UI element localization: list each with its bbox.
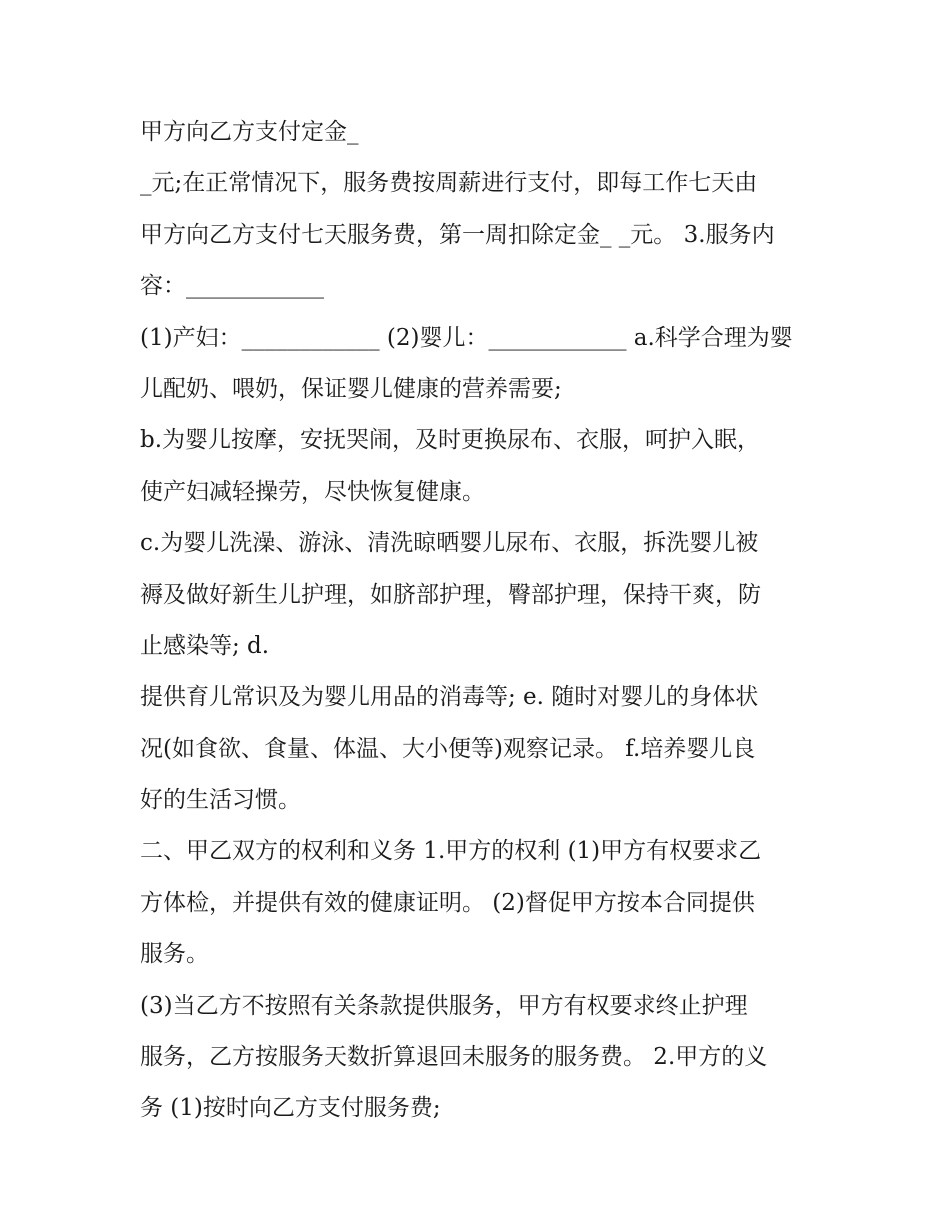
text-line: 甲方向乙方支付定金_ [140,119,359,145]
text-line: 儿配奶、喂奶，保证婴儿健康的营养需要; [140,375,562,402]
text-line: 甲方向乙方支付七天服务费，第一周扣除定金_ _元。 3.服务内 [140,221,775,248]
text-line: 好的生活习惯。 [140,787,301,814]
text-line: 使产妇减轻操劳，尽快恢复健康。 [140,478,485,505]
text-line: 止感染等; d. [140,632,270,659]
paragraph-deposit [140,107,820,158]
paragraph-item-b [140,415,820,518]
text-line: (3)当乙方不按照有关条款提供服务，甲方有权要求终止护理 [140,992,748,1019]
paragraph-payment-terms [140,158,820,312]
text-line: (1)产妇：____________ (2)婴儿：____________ a.科学合理为婴 [140,324,793,351]
text-line: c.为婴儿洗澡、游泳、清洗晾晒婴儿尿布、衣服，拆洗婴儿被 [140,530,759,557]
text-line: 方体检，并提供有效的健康证明。 (2)督促甲方按本合同提供 [140,889,755,916]
paragraph-rights-obligations [140,826,820,980]
paragraph-item-d-e-f [140,672,820,826]
paragraph-service-content [140,313,820,416]
paragraph-termination [140,981,820,1135]
document-body [140,107,820,1135]
text-line: 提供育儿常识及为婴儿用品的消毒等; e. 随时对婴儿的身体状 [140,684,759,711]
text-line: _元;在正常情况下，服务费按周薪进行支付，即每工作七天由 [140,170,758,197]
text-line: 褥及做好新生儿护理，如脐部护理，臀部护理，保持干爽，防 [140,581,761,608]
text-line: 二、甲乙双方的权利和义务 1.甲方的权利 (1)甲方有权要求乙 [140,838,762,865]
text-line: b.为婴儿按摩，安抚哭闹，及时更换尿布、衣服，呵护入眠， [140,427,761,454]
text-line: 服务。 [140,941,209,968]
text-line: 务 (1)按时向乙方支付服务费; [140,1095,441,1122]
text-line: 容：____________ [140,273,324,300]
paragraph-item-c [140,518,820,672]
text-line: 况(如食欲、食量、体温、大小便等)观察记录。 f.培养婴儿良 [140,735,756,762]
text-line: 服务，乙方按服务天数折算退回未服务的服务费。 2.甲方的义 [140,1044,768,1071]
